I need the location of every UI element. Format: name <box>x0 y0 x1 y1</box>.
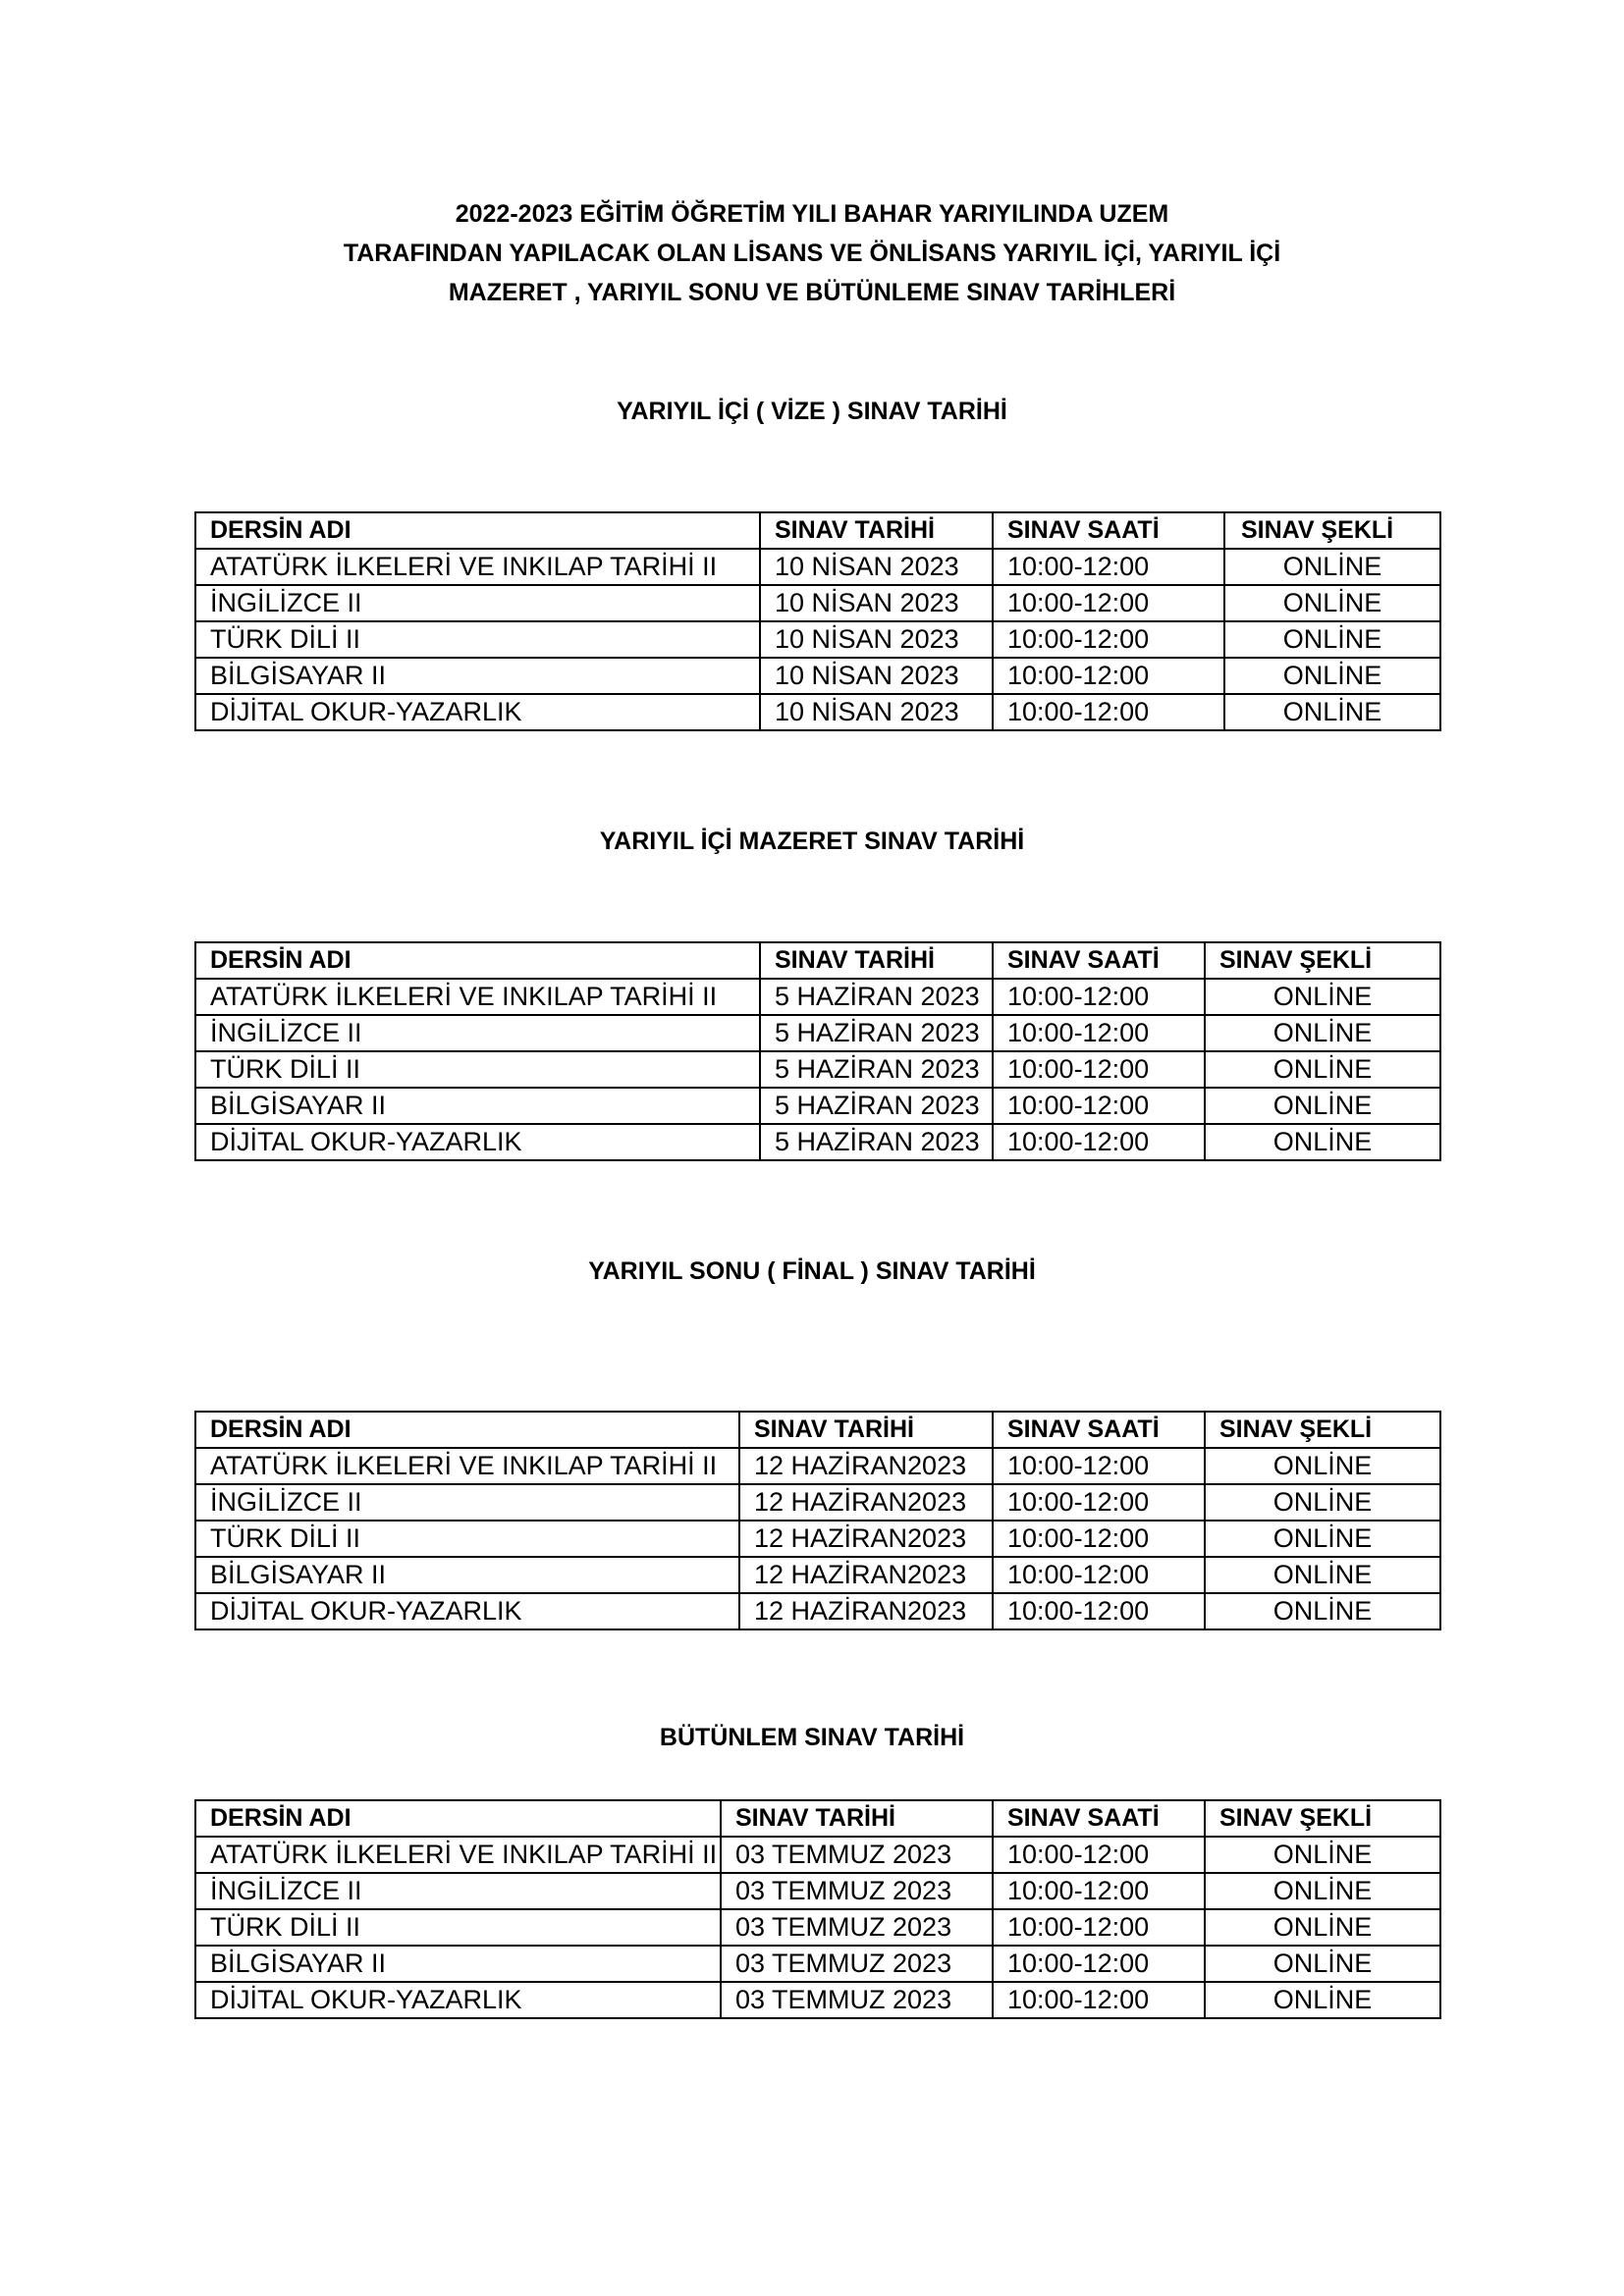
format-cell: ONLİNE <box>1224 694 1440 730</box>
column-header-date: SINAV TARİHİ <box>721 1800 993 1837</box>
date-cell: 03 TEMMUZ 2023 <box>721 1946 993 1982</box>
format-cell: ONLİNE <box>1205 1593 1440 1629</box>
course-cell: İNGİLİZCE II <box>195 585 760 621</box>
format-cell: ONLİNE <box>1224 549 1440 585</box>
course-cell: ATATÜRK İLKELERİ VE INKILAP TARİHİ II <box>195 1448 739 1484</box>
date-cell: 5 HAZİRAN 2023 <box>760 979 993 1015</box>
time-cell: 10:00-12:00 <box>993 1521 1205 1557</box>
course-cell: BİLGİSAYAR II <box>195 1946 721 1982</box>
title-line-2: TARAFINDAN YAPILACAK OLAN LİSANS VE ÖNLİSANS YARIYIL İÇİ, YARIYIL İÇİ <box>343 240 1281 267</box>
date-cell: 12 HAZİRAN2023 <box>739 1484 993 1521</box>
column-header-format: SINAV ŞEKLİ <box>1224 512 1440 549</box>
format-cell: ONLİNE <box>1224 658 1440 694</box>
section-heading-resit: BÜTÜNLEM SINAV TARİHİ <box>659 1724 965 1751</box>
date-cell: 03 TEMMUZ 2023 <box>721 1873 993 1909</box>
final-exam-table <box>194 1411 1441 1630</box>
date-cell: 5 HAZİRAN 2023 <box>760 1015 993 1051</box>
section-heading-midterm: YARIYIL İÇİ ( VİZE ) SINAV TARİHİ <box>617 398 1007 425</box>
table-row <box>195 585 1440 621</box>
time-cell: 10:00-12:00 <box>993 1593 1205 1629</box>
table-row <box>195 1051 1440 1088</box>
date-cell: 10 NİSAN 2023 <box>760 694 993 730</box>
format-cell: ONLİNE <box>1205 1521 1440 1557</box>
format-cell: ONLİNE <box>1205 1873 1440 1909</box>
date-cell: 12 HAZİRAN2023 <box>739 1521 993 1557</box>
course-cell: ATATÜRK İLKELERİ VE INKILAP TARİHİ II <box>195 979 760 1015</box>
time-cell: 10:00-12:00 <box>993 1837 1205 1873</box>
time-cell: 10:00-12:00 <box>993 1982 1205 2018</box>
time-cell: 10:00-12:00 <box>993 694 1224 730</box>
date-cell: 12 HAZİRAN2023 <box>739 1557 993 1593</box>
date-cell: 03 TEMMUZ 2023 <box>721 1909 993 1946</box>
column-header-format: SINAV ŞEKLİ <box>1205 942 1440 979</box>
date-cell: 5 HAZİRAN 2023 <box>760 1051 993 1088</box>
format-cell: ONLİNE <box>1224 585 1440 621</box>
time-cell: 10:00-12:00 <box>993 979 1205 1015</box>
course-cell: TÜRK DİLİ II <box>195 621 760 658</box>
table-row <box>195 1088 1440 1124</box>
course-cell: DİJİTAL OKUR-YAZARLIK <box>195 1593 739 1629</box>
course-cell: ATATÜRK İLKELERİ VE INKILAP TARİHİ II <box>195 1837 721 1873</box>
time-cell: 10:00-12:00 <box>993 1557 1205 1593</box>
column-header-time: SINAV SAATİ <box>993 942 1205 979</box>
format-cell: ONLİNE <box>1205 1982 1440 2018</box>
format-cell: ONLİNE <box>1205 1124 1440 1160</box>
course-cell: TÜRK DİLİ II <box>195 1051 760 1088</box>
column-header-date: SINAV TARİHİ <box>760 512 993 549</box>
course-cell: DİJİTAL OKUR-YAZARLIK <box>195 1982 721 2018</box>
date-cell: 10 NİSAN 2023 <box>760 549 993 585</box>
date-cell: 5 HAZİRAN 2023 <box>760 1124 993 1160</box>
column-header-course: DERSİN ADI <box>195 1800 721 1837</box>
table-row <box>195 1448 1440 1484</box>
course-cell: DİJİTAL OKUR-YAZARLIK <box>195 1124 760 1160</box>
column-header-date: SINAV TARİHİ <box>760 942 993 979</box>
format-cell: ONLİNE <box>1205 1557 1440 1593</box>
table-row <box>195 1982 1440 2018</box>
column-header-course: DERSİN ADI <box>195 942 760 979</box>
format-cell: ONLİNE <box>1205 1015 1440 1051</box>
format-cell: ONLİNE <box>1205 979 1440 1015</box>
table-row <box>195 549 1440 585</box>
table-row <box>195 1873 1440 1909</box>
table-header-row <box>195 1412 1440 1448</box>
table-row <box>195 621 1440 658</box>
document-title <box>0 194 1624 312</box>
time-cell: 10:00-12:00 <box>993 1873 1205 1909</box>
format-cell: ONLİNE <box>1205 1837 1440 1873</box>
date-cell: 03 TEMMUZ 2023 <box>721 1982 993 2018</box>
date-cell: 03 TEMMUZ 2023 <box>721 1837 993 1873</box>
column-header-course: DERSİN ADI <box>195 1412 739 1448</box>
date-cell: 12 HAZİRAN2023 <box>739 1448 993 1484</box>
table-row <box>195 1593 1440 1629</box>
date-cell: 10 NİSAN 2023 <box>760 585 993 621</box>
table-header-row <box>195 942 1440 979</box>
time-cell: 10:00-12:00 <box>993 1124 1205 1160</box>
time-cell: 10:00-12:00 <box>993 1448 1205 1484</box>
time-cell: 10:00-12:00 <box>993 549 1224 585</box>
time-cell: 10:00-12:00 <box>993 1088 1205 1124</box>
table-row <box>195 1837 1440 1873</box>
course-cell: DİJİTAL OKUR-YAZARLIK <box>195 694 760 730</box>
resit-exam-table <box>194 1799 1441 2019</box>
column-header-format: SINAV ŞEKLİ <box>1205 1800 1440 1837</box>
table-row <box>195 1521 1440 1557</box>
column-header-time: SINAV SAATİ <box>993 1412 1205 1448</box>
table-row <box>195 1484 1440 1521</box>
course-cell: BİLGİSAYAR II <box>195 658 760 694</box>
format-cell: ONLİNE <box>1205 1088 1440 1124</box>
time-cell: 10:00-12:00 <box>993 585 1224 621</box>
time-cell: 10:00-12:00 <box>993 1909 1205 1946</box>
midterm-exam-table <box>194 511 1441 731</box>
makeup-exam-table <box>194 941 1441 1161</box>
format-cell: ONLİNE <box>1205 1484 1440 1521</box>
title-line-1: 2022-2023 EĞİTİM ÖĞRETİM YILI BAHAR YARIYILINDA UZEM <box>455 200 1169 228</box>
course-cell: ATATÜRK İLKELERİ VE INKILAP TARİHİ II <box>195 549 760 585</box>
table-header-row <box>195 512 1440 549</box>
date-cell: 10 NİSAN 2023 <box>760 621 993 658</box>
format-cell: ONLİNE <box>1205 1946 1440 1982</box>
table-row <box>195 658 1440 694</box>
course-cell: BİLGİSAYAR II <box>195 1557 739 1593</box>
date-cell: 12 HAZİRAN2023 <box>739 1593 993 1629</box>
course-cell: TÜRK DİLİ II <box>195 1909 721 1946</box>
time-cell: 10:00-12:00 <box>993 621 1224 658</box>
format-cell: ONLİNE <box>1224 621 1440 658</box>
format-cell: ONLİNE <box>1205 1909 1440 1946</box>
section-heading-final: YARIYIL SONU ( FİNAL ) SINAV TARİHİ <box>588 1257 1036 1285</box>
time-cell: 10:00-12:00 <box>993 658 1224 694</box>
time-cell: 10:00-12:00 <box>993 1946 1205 1982</box>
date-cell: 5 HAZİRAN 2023 <box>760 1088 993 1124</box>
section-heading-makeup: YARIYIL İÇİ MAZERET SINAV TARİHİ <box>599 828 1025 855</box>
table-row <box>195 979 1440 1015</box>
course-cell: İNGİLİZCE II <box>195 1484 739 1521</box>
column-header-time: SINAV SAATİ <box>993 512 1224 549</box>
course-cell: İNGİLİZCE II <box>195 1873 721 1909</box>
time-cell: 10:00-12:00 <box>993 1484 1205 1521</box>
format-cell: ONLİNE <box>1205 1051 1440 1088</box>
column-header-date: SINAV TARİHİ <box>739 1412 993 1448</box>
table-row <box>195 694 1440 730</box>
column-header-format: SINAV ŞEKLİ <box>1205 1412 1440 1448</box>
format-cell: ONLİNE <box>1205 1448 1440 1484</box>
table-row <box>195 1909 1440 1946</box>
course-cell: TÜRK DİLİ II <box>195 1521 739 1557</box>
course-cell: BİLGİSAYAR II <box>195 1088 760 1124</box>
column-header-time: SINAV SAATİ <box>993 1800 1205 1837</box>
table-row <box>195 1015 1440 1051</box>
table-header-row <box>195 1800 1440 1837</box>
title-line-3: MAZERET , YARIYIL SONU VE BÜTÜNLEME SINAV TARİHLERİ <box>448 279 1176 306</box>
course-cell: İNGİLİZCE II <box>195 1015 760 1051</box>
table-row <box>195 1124 1440 1160</box>
date-cell: 10 NİSAN 2023 <box>760 658 993 694</box>
column-header-course: DERSİN ADI <box>195 512 760 549</box>
table-row <box>195 1557 1440 1593</box>
time-cell: 10:00-12:00 <box>993 1051 1205 1088</box>
time-cell: 10:00-12:00 <box>993 1015 1205 1051</box>
table-row <box>195 1946 1440 1982</box>
